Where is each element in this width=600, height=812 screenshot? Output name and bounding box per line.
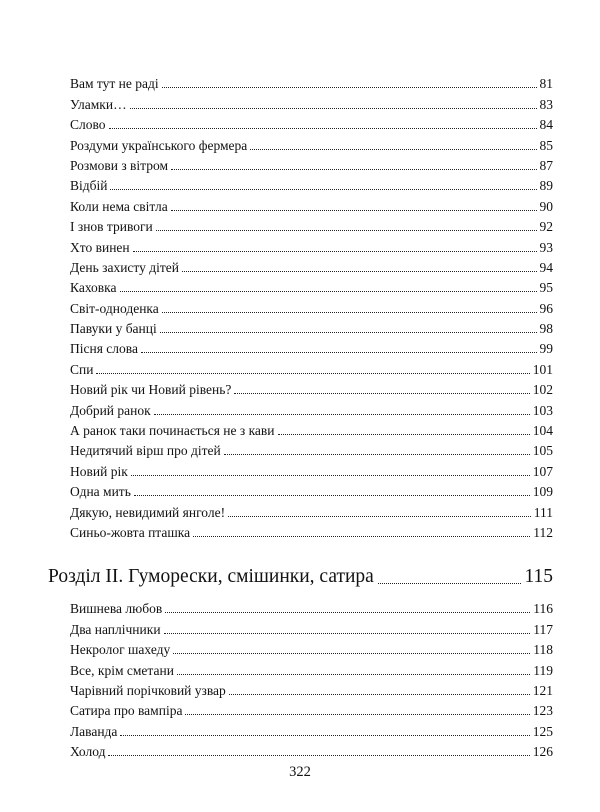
toc-entry-page-number: 123 — [532, 703, 553, 719]
dot-leader — [229, 694, 530, 695]
dot-leader — [165, 612, 530, 613]
dot-leader — [234, 393, 529, 394]
toc-entry — [70, 71, 553, 91]
toc-entry-title: Дякую, невидимий янголе! — [70, 504, 226, 520]
dot-leader — [130, 108, 537, 109]
toc-entry-title: Вишнева любов — [70, 601, 163, 617]
dot-leader — [110, 189, 536, 190]
toc-entry — [70, 499, 553, 519]
toc-entry-page-number: 87 — [539, 157, 553, 173]
dot-leader — [96, 373, 529, 374]
toc-entry — [70, 698, 553, 718]
toc-entry-page-number: 90 — [539, 198, 553, 214]
toc-entry — [70, 718, 553, 738]
toc-entry-page-number: 126 — [532, 744, 553, 760]
dot-leader — [162, 87, 537, 88]
toc-entry-page-number: 96 — [539, 300, 553, 316]
section-page-number: 115 — [524, 566, 553, 587]
toc-entry-title: Павуки у банці — [70, 321, 157, 337]
toc-entry — [70, 275, 553, 295]
dot-leader — [120, 735, 529, 736]
dot-leader — [177, 674, 530, 675]
dot-leader — [171, 169, 536, 170]
toc-entry-title: Слово — [70, 117, 106, 133]
toc-entry-title: Добрий ранок — [70, 402, 151, 418]
dot-leader — [141, 352, 537, 353]
toc-entry — [70, 657, 553, 677]
toc-entry-title: Холод — [70, 744, 106, 760]
toc-entry-title: Уламки… — [70, 96, 127, 112]
toc-entry — [70, 637, 553, 657]
toc-list-part1 — [70, 71, 553, 540]
toc-entry-page-number: 94 — [539, 259, 553, 275]
toc-entry-title: Розмови з вітром — [70, 157, 169, 173]
toc-entry-page-number: 101 — [532, 361, 553, 377]
toc-entry-page-number: 107 — [532, 463, 553, 479]
toc-entry-title: Вам тут не раді — [70, 76, 159, 92]
toc-entry-title: Два наплічники — [70, 621, 161, 637]
toc-entry-title: Відбій — [70, 178, 108, 194]
toc-entry-title: Чарівний порічковий узвар — [70, 682, 226, 698]
toc-entry-page-number: 105 — [532, 443, 553, 459]
dot-leader — [228, 516, 531, 517]
toc-entry-page-number: 112 — [533, 524, 553, 540]
toc-entry-title: А ранок таки починається не з кави — [70, 423, 275, 439]
dot-leader — [171, 210, 537, 211]
dot-leader — [133, 251, 537, 252]
toc-entry — [70, 336, 553, 356]
toc-entry — [70, 616, 553, 636]
dot-leader — [164, 633, 531, 634]
toc-entry — [70, 316, 553, 336]
toc-entry-title: Каховка — [70, 280, 117, 296]
section-heading — [48, 566, 553, 588]
dot-leader — [108, 755, 529, 756]
toc-entry-title: Одна мить — [70, 484, 131, 500]
toc-entry-title: Синьо-жовта пташка — [70, 524, 191, 540]
toc-entry-page-number: 116 — [533, 601, 553, 617]
toc-entry — [70, 214, 553, 234]
dot-leader — [120, 291, 537, 292]
toc-entry — [70, 153, 553, 173]
dot-leader — [160, 332, 537, 333]
page-number: 322 — [289, 764, 311, 780]
toc-entry — [70, 377, 553, 397]
toc-entry-page-number: 104 — [532, 423, 553, 439]
toc-entry — [70, 356, 553, 376]
toc-entry — [70, 739, 553, 759]
dot-leader — [182, 271, 537, 272]
toc-entry — [70, 132, 553, 152]
toc-entry-page-number: 89 — [539, 178, 553, 194]
toc-entry-title: Хто винен — [70, 239, 130, 255]
toc-entry-title: Новий рік — [70, 463, 128, 479]
dot-leader — [193, 536, 530, 537]
toc-entry-page-number: 103 — [532, 402, 553, 418]
toc-entry-title: Лаванда — [70, 723, 118, 739]
dot-leader — [250, 149, 536, 150]
toc-entry-page-number: 118 — [533, 642, 553, 658]
dot-leader — [162, 312, 537, 313]
toc-entry — [70, 193, 553, 213]
toc-entry — [70, 418, 553, 438]
toc-entry-title: Пісня слова — [70, 341, 138, 357]
dot-leader — [185, 714, 529, 715]
toc-entry — [70, 397, 553, 417]
toc-entry-title: Все, крім сметани — [70, 662, 174, 678]
toc-entry — [70, 295, 553, 315]
toc-entry-page-number: 125 — [532, 723, 553, 739]
dot-leader — [173, 653, 530, 654]
toc-entry-page-number: 83 — [539, 96, 553, 112]
dot-leader — [278, 434, 530, 435]
toc-entry-page-number: 84 — [539, 117, 553, 133]
section-title: Розділ ІІ. Гуморески, смішинки, сатира — [48, 566, 374, 587]
toc-list-part2 — [70, 596, 553, 759]
toc-entry — [70, 255, 553, 275]
toc-entry-page-number: 98 — [539, 321, 553, 337]
toc-entry-page-number: 99 — [539, 341, 553, 357]
toc-entry-title: Спи — [70, 361, 94, 377]
toc-entry-page-number: 121 — [532, 682, 553, 698]
toc-entry-page-number: 109 — [532, 484, 553, 500]
toc-entry — [70, 112, 553, 132]
toc-entry-title: Роздуми українського фермера — [70, 137, 248, 153]
toc-entry — [70, 520, 553, 540]
toc-entry-title: Сатира про вампіра — [70, 703, 183, 719]
toc-entry-page-number: 111 — [533, 504, 553, 520]
toc-entry — [70, 91, 553, 111]
dot-leader — [134, 495, 530, 496]
toc-entry-page-number: 93 — [539, 239, 553, 255]
dot-leader — [109, 128, 537, 129]
dot-leader — [156, 230, 537, 231]
toc-entry-page-number: 102 — [532, 382, 553, 398]
toc-entry-page-number: 92 — [539, 219, 553, 235]
toc-entry-page-number: 85 — [539, 137, 553, 153]
dot-leader — [378, 583, 522, 584]
toc-entry — [70, 458, 553, 478]
dot-leader — [154, 414, 530, 415]
toc-entry-page-number: 95 — [539, 280, 553, 296]
toc-entry-title: Новий рік чи Новий рівень? — [70, 382, 232, 398]
toc-entry-title: Коли нема світла — [70, 198, 168, 214]
toc-entry — [70, 678, 553, 698]
toc-entry — [70, 173, 553, 193]
dot-leader — [131, 475, 530, 476]
toc-entry — [70, 438, 553, 458]
toc-entry-page-number: 119 — [533, 662, 553, 678]
dot-leader — [224, 454, 530, 455]
toc-entry-page-number: 81 — [539, 76, 553, 92]
toc-entry-title: Недитячий вірш про дітей — [70, 443, 221, 459]
toc-entry-title: Світ-одноденка — [70, 300, 159, 316]
toc-entry — [70, 234, 553, 254]
toc-entry — [70, 479, 553, 499]
toc-entry — [70, 596, 553, 616]
toc-entry-title: І знов тривоги — [70, 219, 153, 235]
toc-entry-page-number: 117 — [533, 621, 553, 637]
toc-entry-title: День захисту дітей — [70, 259, 179, 275]
toc-entry-title: Некролог шахеду — [70, 642, 171, 658]
